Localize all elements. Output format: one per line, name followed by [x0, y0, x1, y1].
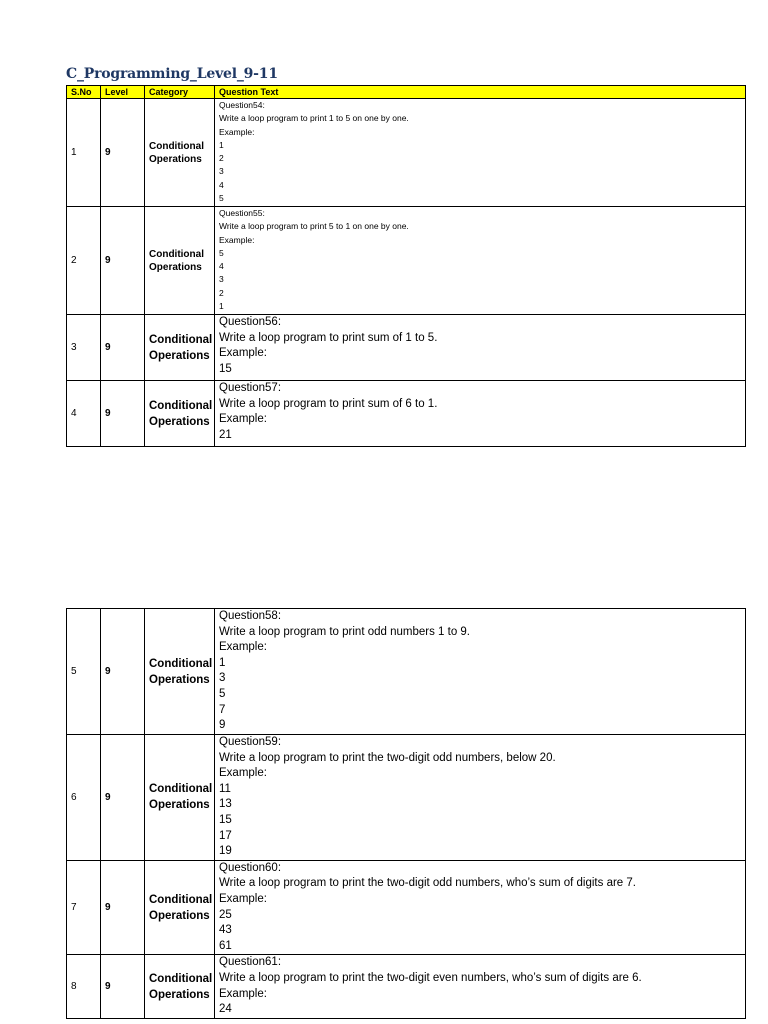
- question-line: 13: [219, 798, 232, 811]
- row-question-text: [215, 609, 746, 735]
- question-line: 5: [219, 687, 226, 700]
- question-line: Example:: [219, 234, 255, 245]
- table-row: [67, 381, 746, 447]
- row-level: 9: [101, 381, 145, 447]
- category-line: Conditional: [149, 140, 204, 152]
- category-line: Operations: [149, 988, 210, 1001]
- row-question-text: [215, 315, 746, 381]
- row-category: [145, 99, 215, 207]
- category-line: Conditional: [149, 893, 213, 906]
- question-line: 4: [219, 261, 224, 272]
- question-line: 3: [219, 274, 224, 285]
- questions-table-part-2: [66, 608, 746, 1019]
- row-category: [145, 735, 215, 861]
- row-category: [145, 609, 215, 735]
- row-question-text: [215, 955, 746, 1018]
- question-line: Example:: [219, 892, 267, 905]
- row-category: [145, 955, 215, 1018]
- row-question-text: [215, 735, 746, 861]
- question-line: Question56:: [219, 316, 282, 328]
- row-question-text: [215, 860, 746, 955]
- question-line: Question58:: [219, 610, 282, 622]
- table-row: [67, 315, 746, 381]
- question-line: 2: [219, 153, 224, 164]
- row-question-text: [215, 99, 746, 207]
- row-category: [145, 381, 215, 447]
- category-line: Conditional: [149, 783, 213, 796]
- question-line: 9: [219, 719, 226, 732]
- question-line: 17: [219, 829, 232, 842]
- table-row: [67, 609, 746, 735]
- question-line: Write a loop program to print the two-digit odd numbers, below 20.: [219, 751, 556, 764]
- row-level: 9: [101, 207, 145, 315]
- question-line: Example:: [219, 641, 267, 654]
- table-row: [67, 735, 746, 861]
- category-line: Conditional: [149, 333, 213, 346]
- question-line: 5: [219, 247, 224, 258]
- row-level: 9: [101, 609, 145, 735]
- category-line: Operations: [149, 415, 210, 428]
- table-row: [67, 99, 746, 207]
- category-line: Operations: [149, 909, 210, 922]
- document-title: C_Programming_Level_9-11: [66, 66, 278, 82]
- row-level: 9: [101, 955, 145, 1018]
- question-line: Question60:: [219, 861, 282, 874]
- question-line: 1: [219, 301, 224, 312]
- question-line: Question55:: [219, 208, 265, 218]
- header-sno: S.No: [67, 86, 101, 99]
- row-level: 9: [101, 99, 145, 207]
- row-category: [145, 207, 215, 315]
- question-line: Example:: [219, 987, 267, 1000]
- question-line: Example:: [219, 126, 255, 137]
- category-line: Conditional: [149, 972, 213, 985]
- question-line: 2: [219, 287, 224, 298]
- row-sno: 3: [67, 315, 101, 381]
- question-line: 11: [219, 782, 231, 795]
- question-line: 25: [219, 908, 232, 921]
- category-line: Conditional: [149, 399, 213, 412]
- question-line: Write a loop program to print the two-digit odd numbers, who’s sum of digits are 7.: [219, 877, 636, 890]
- question-line: Write a loop program to print sum of 1 to 5.: [219, 331, 438, 344]
- questions-table-part-1: [66, 85, 746, 447]
- table-header-row: [67, 86, 746, 99]
- question-line: 4: [219, 179, 224, 190]
- row-sno: 1: [67, 99, 101, 207]
- table-row: [67, 860, 746, 955]
- row-category: [145, 315, 215, 381]
- row-sno: 8: [67, 955, 101, 1018]
- question-line: Write a loop program to print sum of 6 to 1.: [219, 397, 438, 410]
- row-question-text: [215, 381, 746, 447]
- header-level: Level: [101, 86, 145, 99]
- header-question-text: Question Text: [215, 86, 746, 99]
- category-line: Operations: [149, 673, 210, 686]
- question-line: 1: [219, 139, 224, 150]
- question-line: Example:: [219, 413, 267, 426]
- question-line: 1: [219, 656, 226, 669]
- row-level: 9: [101, 315, 145, 381]
- question-line: Example:: [219, 347, 267, 360]
- question-line: Question54:: [219, 100, 265, 110]
- header-category: Category: [145, 86, 215, 99]
- category-line: Operations: [149, 153, 202, 165]
- table-row: [67, 207, 746, 315]
- row-category: [145, 860, 215, 955]
- question-line: 15: [219, 362, 232, 375]
- question-line: Question61:: [219, 956, 282, 969]
- question-line: 19: [219, 845, 232, 858]
- question-line: 3: [219, 672, 226, 685]
- category-line: Operations: [149, 261, 202, 273]
- question-line: 3: [219, 166, 224, 177]
- question-line: Write a loop program to print 5 to 1 on one by one.: [219, 221, 409, 232]
- row-level: 9: [101, 735, 145, 861]
- question-line: 43: [219, 924, 232, 937]
- question-line: Write a loop program to print 1 to 5 on one by one.: [219, 113, 409, 124]
- row-sno: 7: [67, 860, 101, 955]
- category-line: Operations: [149, 349, 210, 362]
- question-line: Question59:: [219, 736, 282, 748]
- question-line: 7: [219, 703, 226, 716]
- question-line: 24: [219, 1003, 232, 1016]
- question-line: Question57:: [219, 382, 282, 394]
- table-row: [67, 955, 746, 1018]
- question-line: 61: [219, 939, 232, 952]
- row-level: 9: [101, 860, 145, 955]
- row-sno: 6: [67, 735, 101, 861]
- question-line: Write a loop program to print odd numbers 1 to 9.: [219, 625, 471, 638]
- category-line: Conditional: [149, 657, 213, 670]
- question-line: Example:: [219, 767, 267, 780]
- category-line: Operations: [149, 799, 210, 812]
- row-sno: 4: [67, 381, 101, 447]
- row-sno: 2: [67, 207, 101, 315]
- category-line: Conditional: [149, 248, 204, 260]
- question-line: 21: [219, 428, 232, 441]
- row-question-text: [215, 207, 746, 315]
- question-line: 15: [219, 813, 232, 826]
- question-line: Write a loop program to print the two-digit even numbers, who’s sum of digits are 6.: [219, 971, 642, 984]
- row-sno: 5: [67, 609, 101, 735]
- question-line: 5: [219, 193, 224, 204]
